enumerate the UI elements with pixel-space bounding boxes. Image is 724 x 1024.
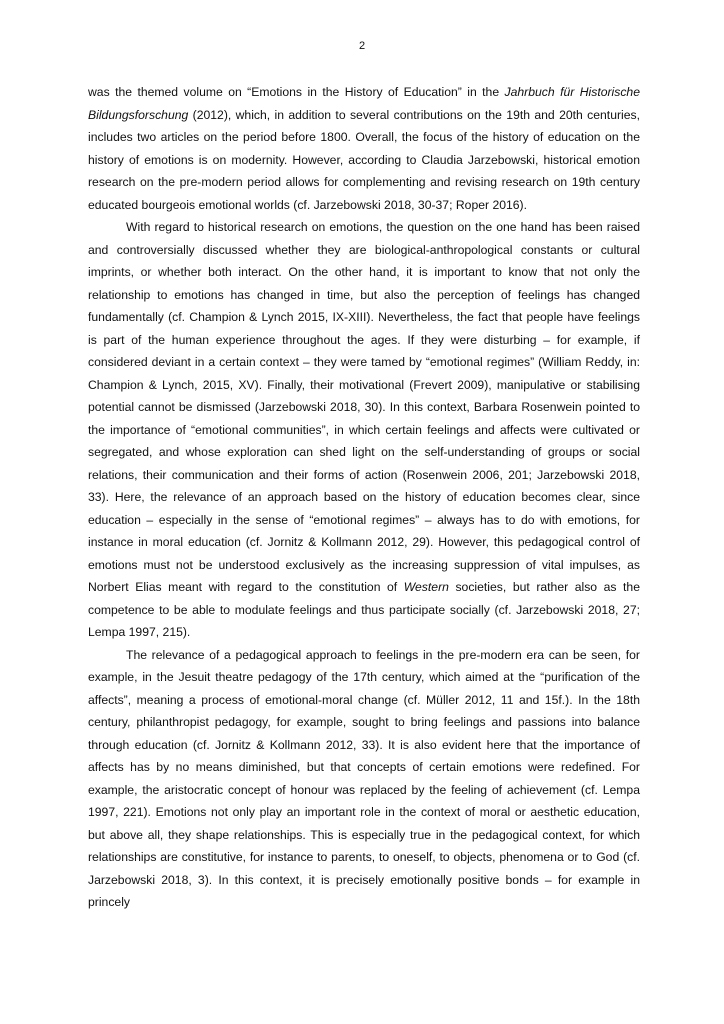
paragraph xyxy=(88,81,640,216)
text-run: was the themed volume on “Emotions in the History of Education” in the xyxy=(88,85,505,99)
text-run: The relevance of a pedagogical approach to feelings in the pre-modern era can be seen, for example, in the Jesuit theatre pedagogy of the 17th century, which aimed at the “purification of the affects”, meaning a process of emotional-moral change (cf. Müller 2012, 11 and 15f.). In the 18th century, philanthropist pedagogy, for example, sought to bring feelings and passions into balance through education (cf. Jornitz & Kollmann 2012, 33). It is also evident here that the importance of affects has by no means diminished, but that concepts of certain emotions were redefined. For example, the aristocratic concept of honour was replaced by the feeling of achievement (cf. Lempa 1997, 221). Emotions not only play an important role in the context of moral or aesthetic education, but above all, they shape relationships. This is especially true in the pedagogical context, for which relationships are constitutive, for instance to parents, to oneself, to objects, phenomena or to God (cf. Jarzebowski 2018, 3). In this context, it is precisely emotionally positive bonds – for example in princely xyxy=(88,647,640,909)
body-text xyxy=(88,81,640,914)
paragraph xyxy=(88,644,640,914)
text-run: With regard to historical research on emotions, the question on the one hand has been raised and controversially discussed whether they are biological-anthropological constants or cultural imprints, or whether both interact. On the other hand, it is important to know that not only the relationship to emotions has changed in time, but also the perception of feelings has changed fundamentally (cf. Champion & Lynch 2015, IX-XIII). Nevertheless, the fact that people have feelings is part of the human experience throughout the ages. If they were disturbing – for example, if considered deviant in a certain context – they were tamed by “emotional regimes” (William Reddy, in: Champion & Lynch, 2015, XV). Finally, their motivational (Frevert 2009), manipulative or stabilising potential cannot be dismissed (Jarzebowski 2018, 30). In this context, Barbara Rosenwein pointed to the importance of “emotional communities”, in which certain feelings and affects were cultivated or segregated, and whose exploration can shed light on the self-understanding of groups or social relations, their communication and their forms of action (Rosenwein 2006, 201; Jarzebowski 2018, 33). Here, the relevance of an approach based on the history of education becomes clear, since education – especially in the sense of “emotional regimes” – always has to do with emotions, for instance in moral education (cf. Jornitz & Kollmann 2012, 29). However, this pedagogical control of emotions must not be understood exclusively as the increasing suppression of vital impulses, as Norbert Elias meant with regard to the constitution of xyxy=(88,220,640,594)
text-run: societies, but rather also as the competence to be able to modulate feelings and thus participate socially (cf. Jarzebowski 2018, 27; Lempa 1997, 215). xyxy=(88,580,640,639)
text-run: (2012), which, in addition to several contributions on the 19th and 20th centuries, includes two articles on the period before 1800. Overall, the focus of the history of education on the history of emotions is on modernity. However, according to Claudia Jarzebowski, historical emotion research on the pre-modern period allows for complementing and revising research on 19th century educated bourgeois emotional worlds (cf. Jarzebowski 2018, 30-37; Roper 2016). xyxy=(88,107,640,212)
paragraph xyxy=(88,216,640,644)
journal-title: Jahrbuch für Historische Bildungsforschung xyxy=(88,85,640,122)
page-number: 2 xyxy=(358,40,366,52)
emphasis: Western xyxy=(403,580,449,594)
